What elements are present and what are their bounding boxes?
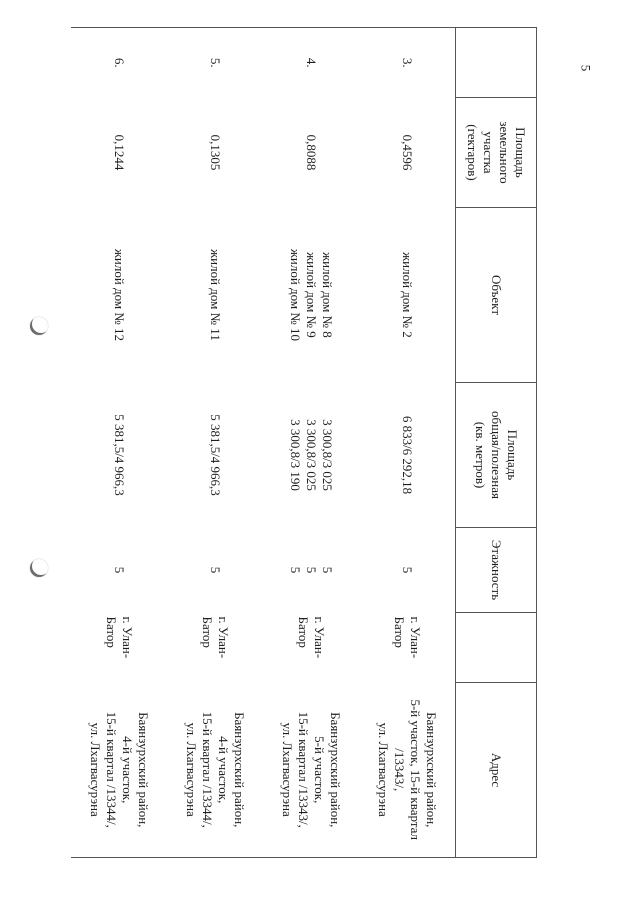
- floor-count: 5: [208, 566, 224, 574]
- floor-area: 3 300,8/3 025: [320, 419, 336, 491]
- city: Батор: [104, 616, 119, 648]
- object-name: жилой дом № 12: [112, 248, 128, 342]
- floor-area: 5 381,5/4 966,3: [208, 414, 224, 496]
- address: ул. Лхагвасурэна: [183, 722, 199, 817]
- header-floor-area-line: общая/полезная: [489, 410, 505, 500]
- header-area: [456, 98, 537, 208]
- floor-area: 3 300,8/3 190: [287, 419, 303, 491]
- object-name-cell: [71, 208, 167, 383]
- row-number-cell: 6.: [112, 57, 128, 68]
- object-name: жилой дом № 2: [400, 252, 416, 338]
- row-number-cell: 3.: [400, 57, 416, 68]
- table-container: [87, 27, 537, 857]
- floor-count: 5: [287, 566, 303, 574]
- header-num: [456, 28, 537, 98]
- row-number-cell: 5.: [208, 57, 224, 68]
- city: г. Улан-: [312, 616, 328, 659]
- punch-hole: [30, 317, 48, 335]
- address: Баянзурхский район,: [136, 712, 152, 828]
- city: Батор: [200, 616, 215, 648]
- page-number: 5: [577, 64, 593, 72]
- city: Батор: [392, 616, 407, 648]
- floor-count: 5: [320, 566, 336, 574]
- address: Баянзурхский район,: [232, 712, 248, 828]
- row-number-cell: 4.: [304, 57, 320, 68]
- floor-count: 5: [112, 566, 128, 574]
- table-row: [71, 28, 167, 858]
- floor-area: 5 381,5/4 966,3: [112, 414, 128, 496]
- object-name-cell: [359, 208, 456, 383]
- address: 4-й участок,: [216, 736, 232, 804]
- land-area-cell: 0,1244: [112, 134, 128, 171]
- header-area-line: Площадь: [513, 127, 529, 178]
- floor-count-cell: [359, 528, 456, 613]
- city: Батор: [296, 616, 311, 648]
- address: Баянзурхский район,: [424, 712, 440, 828]
- floor-count: 5: [400, 566, 416, 574]
- header-floor-area-line: Площадь: [505, 429, 521, 481]
- header-city: [456, 613, 537, 683]
- address-cell: [359, 683, 456, 858]
- header-floor-area-line: (кв. метров): [472, 421, 488, 489]
- floor-count-cell: [71, 528, 167, 613]
- address: 5-й участок,: [312, 736, 328, 804]
- floor-count-cell: [167, 528, 263, 613]
- property-table: [71, 27, 537, 858]
- land-area-cell: 0,1305: [208, 134, 224, 171]
- floor-count: 5: [304, 566, 320, 574]
- floor-count-cell: [263, 528, 359, 613]
- city: г. Улан-: [216, 616, 232, 659]
- city-cell: [167, 613, 263, 683]
- header-row: [456, 28, 537, 858]
- punch-hole: [30, 559, 48, 577]
- city-cell: [71, 613, 167, 683]
- address: 4-й участок,: [120, 736, 136, 804]
- address: 15-й квартал /13344/,: [200, 711, 215, 828]
- header-address: Адрес: [456, 683, 537, 858]
- address: 15-й квартал /13344/,: [104, 711, 119, 828]
- table-row: [263, 28, 359, 858]
- address: ул. Лхагвасурэна: [279, 722, 295, 817]
- header-area-line: участка: [481, 131, 496, 174]
- city-cell: [263, 613, 359, 683]
- floor-area-cell: [359, 383, 456, 528]
- header-object: Объект: [456, 208, 537, 383]
- floor-area-cell: [167, 383, 263, 528]
- object-name: жилой дом № 11: [208, 249, 224, 341]
- object-name: жилой дом № 9: [304, 252, 320, 338]
- floor-area: 3 300,8/3 025: [304, 419, 320, 491]
- floor-area-cell: [71, 383, 167, 528]
- address-cell: [71, 683, 167, 858]
- header-floor-area: [456, 383, 537, 528]
- address: ул. Лхагвасурэна: [375, 722, 391, 817]
- object-name-cell: [167, 208, 263, 383]
- address: 15-й квартал /13343/,: [296, 711, 311, 828]
- address-cell: [263, 683, 359, 858]
- land-area-cell: 0,4596: [400, 134, 416, 171]
- address: 5-й участок, 15-й квартал: [408, 699, 424, 841]
- address: /13343/,: [392, 748, 407, 792]
- header-area-line: (гектаров): [464, 124, 480, 181]
- floor-area: 6 833/6 292,18: [400, 415, 416, 495]
- address: Баянзурхский район,: [328, 712, 344, 828]
- object-name-cell: [263, 208, 359, 383]
- table-row: [167, 28, 263, 858]
- table-row: [359, 28, 456, 858]
- address-cell: [167, 683, 263, 858]
- city: г. Улан-: [408, 616, 424, 659]
- address: ул. Лхагвасурэна: [87, 722, 103, 817]
- header-floors: Этажность: [456, 528, 537, 613]
- land-area-cell: 0,8088: [304, 134, 320, 171]
- object-name: жилой дом № 8: [320, 252, 336, 338]
- header-area-line: земельного: [497, 121, 513, 184]
- city: г. Улан-: [120, 616, 136, 659]
- object-name: жилой дом № 10: [287, 248, 303, 342]
- city-cell: [359, 613, 456, 683]
- floor-area-cell: [263, 383, 359, 528]
